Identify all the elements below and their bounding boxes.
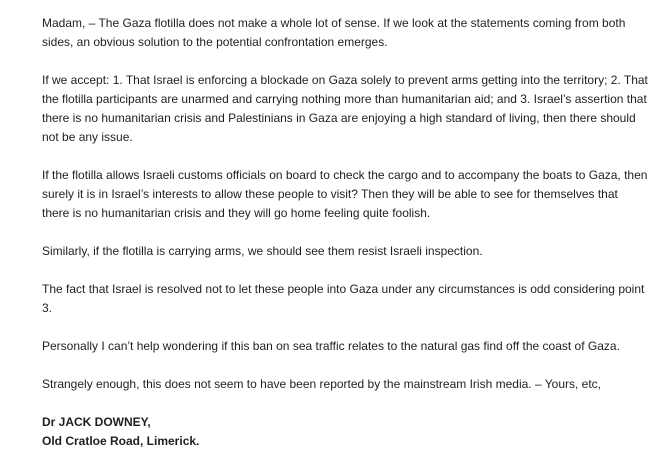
letter-body: [42, 14, 648, 451]
signature-address: Old Cratloe Road, Limerick.: [42, 434, 200, 448]
paragraph-natural-gas: Personally I can’t help wondering if this ban on sea traffic relates to the natural gas find off the coast of Gaza.: [42, 339, 620, 353]
paragraph-salutation: Madam, – The Gaza flotilla does not make a whole lot of sense. If we look at the statements coming from both sides, an obvious solution to the potential confrontation emerges.: [42, 16, 626, 49]
paragraph-closing: Strangely enough, this does not seem to have been reported by the mainstream Irish media. – Yours, etc,: [42, 377, 601, 391]
signature-block: [42, 413, 648, 451]
paragraph-point-three: The fact that Israel is resolved not to let these people into Gaza under any circumstances is odd considering point 3.: [42, 282, 645, 315]
signature-name: Dr JACK DOWNEY,: [42, 415, 151, 429]
paragraph-arms: Similarly, if the flotilla is carrying arms, we should see them resist Israeli inspection.: [42, 244, 483, 258]
paragraph-customs-inspection: If the flotilla allows Israeli customs officials on board to check the cargo and to accompany the boats to Gaza, then surely it is in Israel’s interests to allow these people to visit? Then they will be able to see for themselves that there is no humanitarian crisis and they will go home feeling quite foolish.: [42, 168, 648, 220]
paragraph-assumptions: If we accept: 1. That Israel is enforcing a blockade on Gaza solely to prevent arms getting into the territory; 2. That the flotilla participants are unarmed and carrying nothing more than humanitarian aid; and 3. Israel’s assertion that there is no humanitarian crisis and Palestinians in Gaza are enjoying a high standard of living, then there should not be any issue.: [42, 73, 648, 144]
